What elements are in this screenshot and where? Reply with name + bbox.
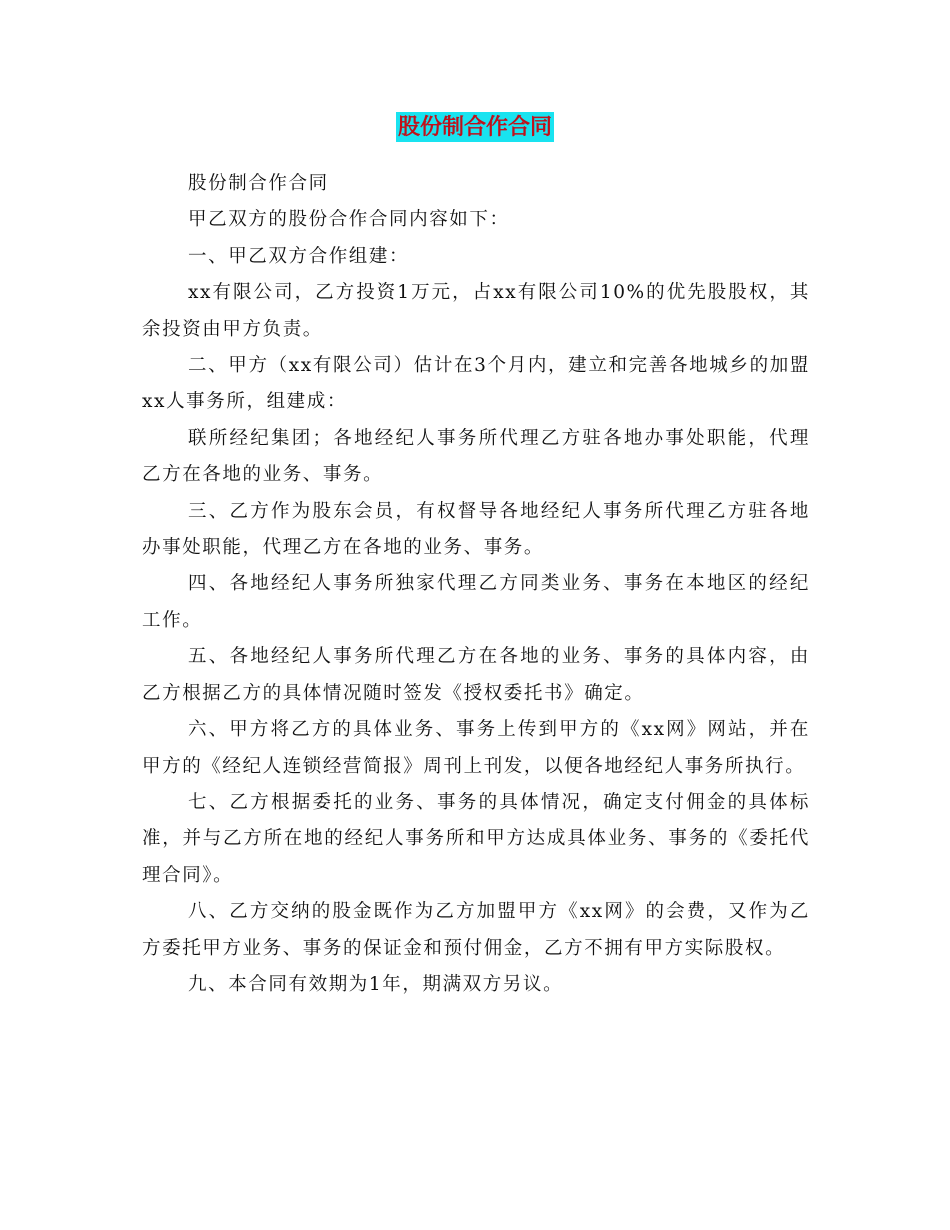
clause-4: 四、各地经纪人事务所独家代理乙方同类业务、事务在本地区的经纪工作。 — [142, 573, 810, 631]
clause-9: 九、本合同有效期为1年，期满双方另议。 — [188, 973, 564, 995]
paragraph-intro: 甲乙双方的股份合作合同内容如下： — [188, 209, 510, 231]
clause-6: 六、甲方将乙方的具体业务、事务上传到甲方的《xx网》网站，并在甲方的《经纪人连锁经营简报》周刊上刊发，以便各地经纪人事务所执行。 — [142, 719, 810, 777]
document-title: 股份制合作合同 — [397, 114, 552, 140]
clause-8: 八、乙方交纳的股金既作为乙方加盟甲方《xx网》的会费，又作为乙方委托甲方业务、事务的保证金和预付佣金，乙方不拥有甲方实际股权。 — [142, 901, 810, 959]
title-container — [0, 112, 950, 142]
paragraph-heading: 股份制合作合同 — [188, 173, 329, 194]
clause-5: 五、各地经纪人事务所代理乙方在各地的业务、事务的具体内容，由乙方根据乙方的具体情况随时签发《授权委托书》确定。 — [142, 646, 810, 704]
clause-2: 二、甲方（xx有限公司）估计在3个月内，建立和完善各地城乡的加盟xx人事务所，组建成： — [142, 355, 810, 413]
clause-3: 三、乙方作为股东会员，有权督导各地经纪人事务所代理乙方驻各地办事处职能，代理乙方在各地的业务、事务。 — [142, 500, 810, 559]
clause-2-detail: 联所经纪集团；各地经纪人事务所代理乙方驻各地办事处职能，代理乙方在各地的业务、事务。 — [142, 427, 810, 486]
document-body — [142, 166, 810, 1003]
clause-7: 七、乙方根据委托的业务、事务的具体情况，确定支付佣金的具体标准，并与乙方所在地的经纪人事务所和甲方达成具体业务、事务的《委托代理合同》。 — [142, 791, 810, 886]
clause-1: 一、甲乙双方合作组建： — [188, 245, 410, 267]
clause-1-detail: xx有限公司，乙方投资1万元，占xx有限公司10%的优先股股权，其余投资由甲方负责。 — [142, 282, 810, 340]
